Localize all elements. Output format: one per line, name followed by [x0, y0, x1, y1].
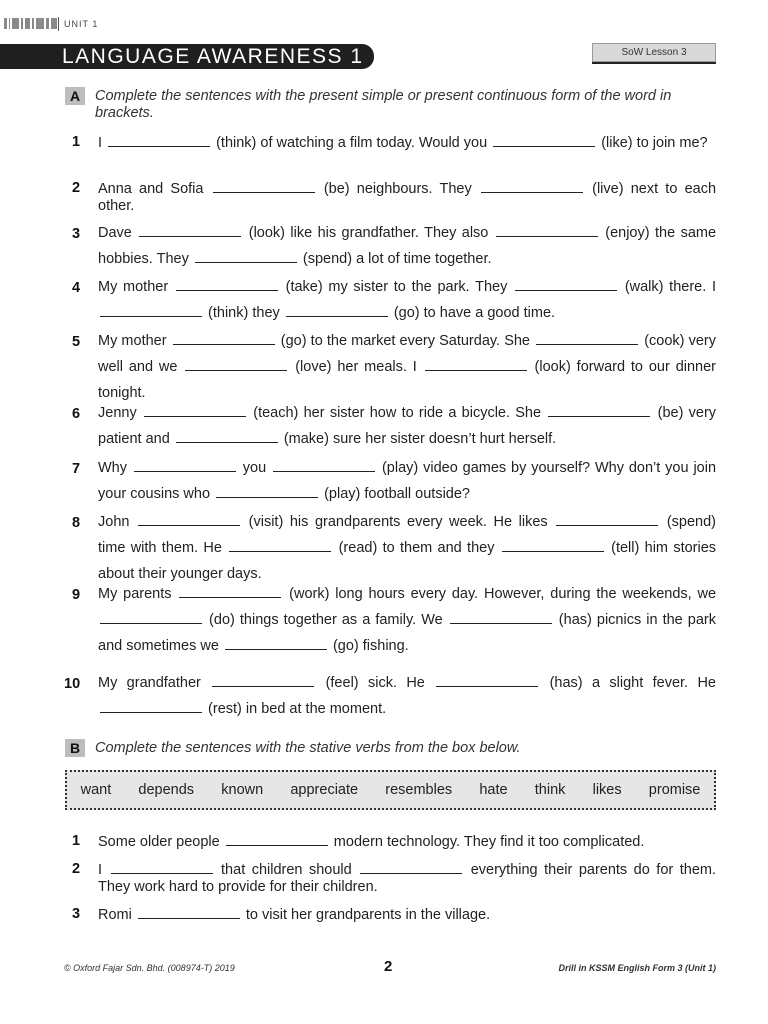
- question-number: 3: [72, 226, 81, 242]
- question-10: [98, 670, 716, 722]
- word-box: [65, 770, 716, 810]
- question-number: 2: [72, 180, 81, 196]
- word-option: want: [80, 782, 112, 798]
- word-option: think: [534, 782, 566, 798]
- question-3: [98, 220, 716, 272]
- page-number: 2: [384, 958, 393, 975]
- question-text: (enjoy) the same hobbies. They: [98, 225, 717, 267]
- question-text: (read) to them and they: [338, 540, 495, 556]
- barcode-icon: [4, 18, 57, 29]
- answer-blank[interactable]: [100, 611, 202, 624]
- word-option: known: [221, 782, 264, 798]
- answer-blank[interactable]: [493, 134, 595, 147]
- answer-blank[interactable]: [515, 278, 617, 291]
- question-text: My parents: [98, 586, 172, 602]
- answer-blank[interactable]: [212, 674, 314, 687]
- answer-blank[interactable]: [496, 224, 598, 237]
- question-text: Some older people: [98, 834, 220, 850]
- word-option: depends: [138, 782, 195, 798]
- title-bar: [0, 44, 374, 69]
- answer-blank[interactable]: [138, 906, 240, 919]
- question-text: Romi: [98, 907, 132, 923]
- question-text: I: [98, 862, 103, 878]
- question-text: (spend) a lot of time together.: [302, 251, 492, 267]
- question-text: Anna and Sofia: [98, 181, 204, 197]
- question-text: everything their parents do for them. They work hard to provide for their children.: [98, 862, 716, 895]
- word-option: resembles: [385, 782, 453, 798]
- answer-blank[interactable]: [100, 700, 202, 713]
- question-text: My grandfather: [98, 675, 201, 691]
- section-a-instruction: Complete the sentences with the present simple or present continuous form of the word in brackets.: [95, 88, 672, 121]
- question-text: (think) of watching a film today. Would you: [216, 135, 488, 151]
- question-text: (live) next to each other.: [98, 181, 717, 214]
- answer-blank[interactable]: [134, 459, 236, 472]
- question-2: [98, 180, 716, 215]
- answer-blank[interactable]: [213, 180, 315, 193]
- question-text: (has) a slight fever. He: [549, 675, 716, 691]
- section-a-label: A: [65, 87, 85, 105]
- question-number: 7: [72, 461, 81, 477]
- page-title: LANGUAGE AWARENESS 1: [62, 45, 364, 68]
- question-number: 2: [72, 861, 81, 877]
- question-4: [98, 274, 716, 326]
- question-text: Jenny: [98, 405, 137, 421]
- question-text: (be) neighbours. They: [323, 181, 472, 197]
- sow-underline: [592, 62, 716, 64]
- question-text: (walk) there. I: [624, 279, 717, 295]
- question-text: Why: [98, 460, 127, 476]
- question-text: (cook) very well and we: [98, 333, 716, 375]
- answer-blank[interactable]: [548, 404, 650, 417]
- question-text: (like) to join me?: [601, 135, 708, 151]
- question-number: 9: [72, 587, 81, 603]
- question-text: (make) sure her sister doesn’t hurt herself.: [283, 431, 557, 447]
- section-b-instruction: Complete the sentences with the stative verbs from the box below.: [95, 740, 521, 756]
- unit-header: [0, 16, 400, 36]
- question-text: I: [98, 135, 103, 151]
- answer-blank[interactable]: [273, 459, 375, 472]
- answer-blank[interactable]: [173, 332, 275, 345]
- question-text: (go) to the market every Saturday. She: [280, 333, 530, 349]
- answer-blank[interactable]: [556, 513, 658, 526]
- answer-blank[interactable]: [360, 861, 462, 874]
- word-option: hate: [479, 782, 508, 798]
- question-text: (rest) in bed at the moment.: [208, 701, 387, 717]
- question-text: (feel) sick. He: [325, 675, 425, 691]
- book-title: Drill in KSSM English Form 3 (Unit 1): [558, 963, 716, 973]
- question-number: 10: [64, 676, 81, 692]
- question-text: you: [242, 460, 267, 476]
- answer-blank[interactable]: [100, 304, 202, 317]
- question-number: 1: [72, 833, 81, 849]
- b-question-3: [98, 906, 716, 924]
- question-5: [98, 328, 716, 406]
- answer-blank[interactable]: [450, 611, 552, 624]
- answer-blank[interactable]: [286, 304, 388, 317]
- answer-blank[interactable]: [436, 674, 538, 687]
- question-text: (work) long hours every day. However, during the weekends, we: [289, 586, 717, 602]
- copyright: © Oxford Fajar Sdn. Bhd. (008974-T) 2019: [64, 963, 235, 973]
- answer-blank[interactable]: [536, 332, 638, 345]
- answer-blank[interactable]: [216, 485, 318, 498]
- question-text: (go) to have a good time.: [393, 305, 556, 321]
- question-text: (take) my sister to the park. They: [285, 279, 508, 295]
- question-6: [98, 400, 716, 452]
- question-number: 4: [72, 280, 81, 296]
- answer-blank[interactable]: [111, 861, 213, 874]
- answer-blank[interactable]: [179, 585, 281, 598]
- question-number: 5: [72, 334, 81, 350]
- b-question-1: [98, 833, 716, 851]
- answer-blank[interactable]: [481, 180, 583, 193]
- answer-blank[interactable]: [226, 833, 328, 846]
- answer-blank[interactable]: [138, 513, 240, 526]
- question-text: (teach) her sister how to ride a bicycle. She: [253, 405, 542, 421]
- question-number: 8: [72, 515, 81, 531]
- question-text: (play) video games by yourself? Why don’t you join your cousins who: [98, 460, 717, 502]
- question-text: modern technology. They find it too complicated.: [333, 834, 645, 850]
- answer-blank[interactable]: [195, 250, 297, 263]
- answer-blank[interactable]: [176, 278, 278, 291]
- question-8: [98, 509, 716, 587]
- word-option: appreciate: [290, 782, 359, 798]
- answer-blank[interactable]: [225, 637, 327, 650]
- word-option: promise: [648, 782, 701, 798]
- answer-blank[interactable]: [176, 430, 278, 443]
- section-b-label: B: [65, 739, 85, 757]
- answer-blank[interactable]: [229, 539, 331, 552]
- question-text: My mother: [98, 279, 169, 295]
- question-text: My mother: [98, 333, 167, 349]
- answer-blank[interactable]: [425, 358, 527, 371]
- question-text: John: [98, 514, 130, 530]
- question-text: (be) very patient and: [98, 405, 717, 447]
- question-text: to visit her grandparents in the village.: [245, 907, 491, 923]
- question-text: (do) things together as a family. We: [209, 612, 443, 628]
- question-7: [98, 455, 716, 507]
- answer-blank[interactable]: [144, 404, 246, 417]
- answer-blank[interactable]: [139, 224, 241, 237]
- question-text: Dave: [98, 225, 132, 241]
- question-text: (go) fishing.: [332, 638, 409, 654]
- question-text: (spend) time with them. He: [98, 514, 717, 556]
- question-text: (look) forward to our dinner tonight.: [98, 359, 717, 401]
- question-number: 6: [72, 406, 81, 422]
- word-option: likes: [592, 782, 622, 798]
- b-question-2: [98, 861, 716, 896]
- answer-blank[interactable]: [108, 134, 210, 147]
- question-text: (visit) his grandparents every week. He likes: [248, 514, 548, 530]
- question-text: (think) they: [208, 305, 280, 321]
- question-number: 3: [72, 906, 81, 922]
- answer-blank[interactable]: [502, 539, 604, 552]
- unit-divider: [58, 17, 59, 31]
- question-9: [98, 581, 716, 659]
- question-text: (love) her meals. I: [295, 359, 417, 375]
- question-text: (tell) him stories about their younger days.: [98, 540, 717, 582]
- question-text: (has) picnics in the park and sometimes we: [98, 612, 716, 654]
- question-text: (look) like his grandfather. They also: [248, 225, 489, 241]
- question-text: (play) football outside?: [324, 486, 470, 502]
- question-text: that children should: [221, 862, 352, 878]
- question-number: 1: [72, 134, 81, 150]
- unit-label: UNIT 1: [64, 19, 99, 29]
- answer-blank[interactable]: [185, 358, 287, 371]
- question-1: [98, 134, 716, 152]
- sow-lesson-badge: SoW Lesson 3: [592, 43, 716, 62]
